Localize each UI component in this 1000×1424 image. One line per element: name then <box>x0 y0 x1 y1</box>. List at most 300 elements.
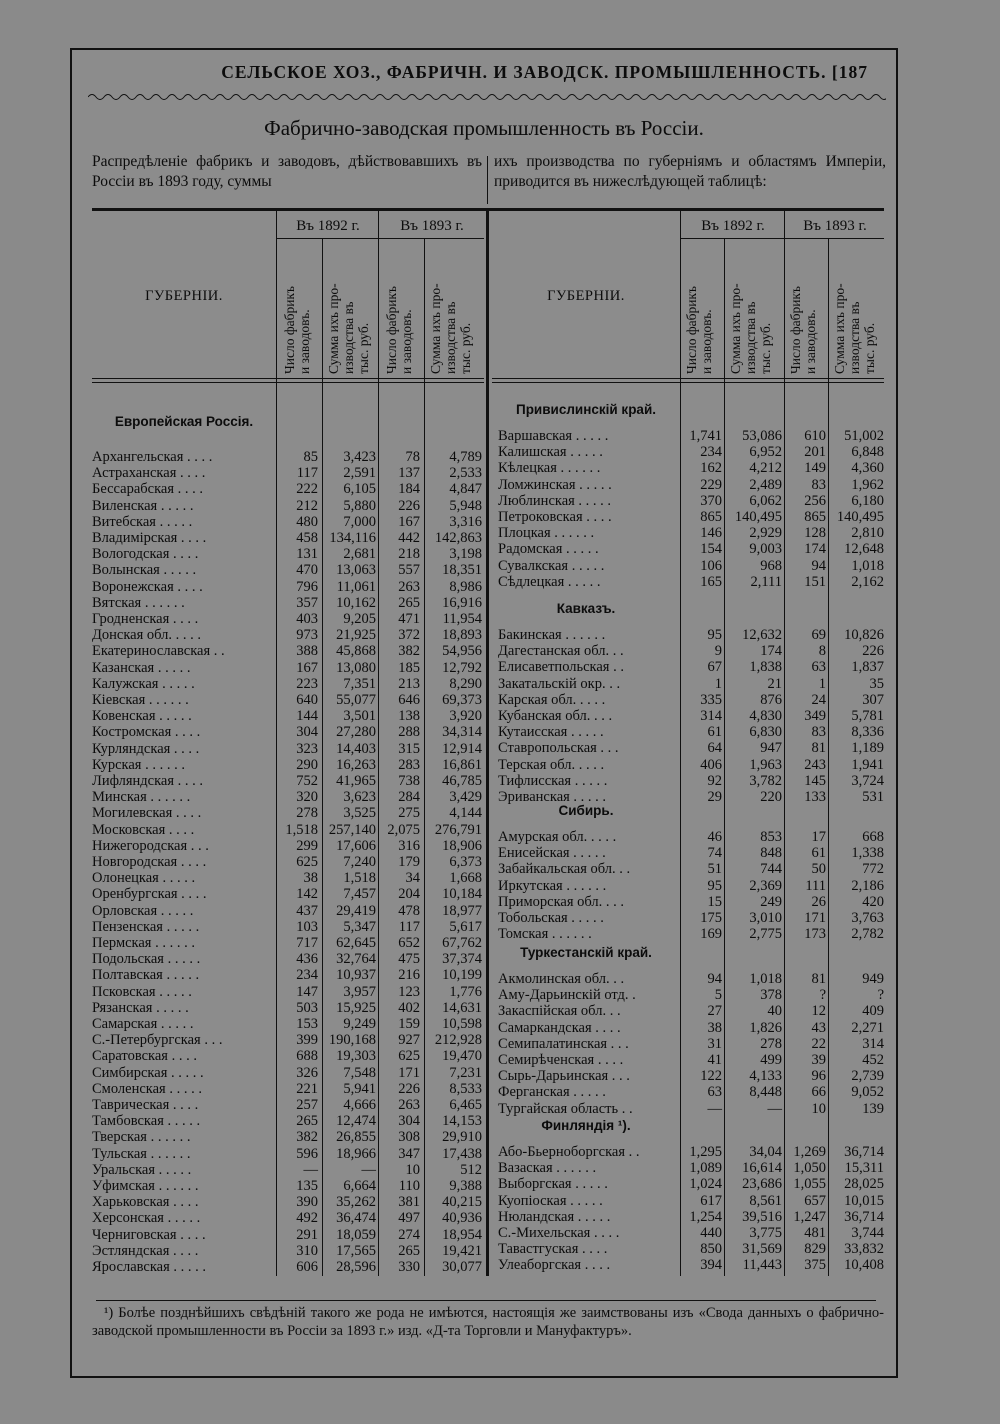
right-gub-header: ГУБЕРНІИ. <box>547 288 625 304</box>
row-value: 1,055 <box>793 1176 826 1193</box>
row-value: 283 <box>398 756 420 773</box>
row-value: 212,928 <box>434 1032 482 1049</box>
row-value: 357 <box>296 594 318 611</box>
row-value: 326 <box>296 1064 318 1081</box>
table-row <box>92 1081 492 1097</box>
row-value: — <box>361 1161 376 1178</box>
row-value: 2,775 <box>749 926 782 943</box>
row-value: 117 <box>296 465 318 482</box>
row-value: 1,050 <box>793 1160 826 1177</box>
row-value: 6,664 <box>343 1178 376 1194</box>
table-row <box>92 498 492 514</box>
row-value: 5 <box>714 987 722 1004</box>
row-value: 218 <box>398 546 420 563</box>
row-value: 876 <box>760 691 782 708</box>
row-value: 275 <box>398 805 420 822</box>
table-row <box>92 1162 492 1178</box>
row-label: Уральская . . . . . <box>92 1161 192 1178</box>
row-label: Приморская обл. . . . <box>498 893 625 910</box>
row-value: 492 <box>296 1210 318 1227</box>
section-heading: Финляндія ¹). <box>541 1118 631 1133</box>
row-value: 436 <box>296 951 318 968</box>
row-label: Черниговская . . . . <box>92 1226 206 1243</box>
row-value: 123 <box>398 983 420 1000</box>
row-value: 372 <box>398 627 420 644</box>
table-row <box>92 838 492 854</box>
row-value: 9,052 <box>851 1084 884 1101</box>
row-value: 41 <box>707 1052 722 1068</box>
table-row <box>92 1000 492 1016</box>
row-value: 5,617 <box>449 918 482 935</box>
row-value: 18,966 <box>336 1145 376 1162</box>
table-row <box>92 789 492 805</box>
row-value: 51,002 <box>844 428 884 444</box>
row-label: Кутаисская . . . . . <box>498 724 604 741</box>
row-value: 6,373 <box>449 854 482 870</box>
row-value: 347 <box>398 1145 420 1162</box>
row-value: 12 <box>811 1003 826 1020</box>
row-value: 12,914 <box>442 740 482 757</box>
row-value: 6,465 <box>449 1097 482 1113</box>
row-label: Псковская . . . . . <box>92 983 192 1000</box>
row-value: 848 <box>760 845 782 862</box>
table-row <box>498 708 898 724</box>
row-label: Выборгская . . . . . <box>498 1176 608 1193</box>
row-value: 12,632 <box>742 627 782 643</box>
row-value: 21 <box>767 675 782 692</box>
section-heading: Европейская Россія. <box>114 414 254 429</box>
row-label: Самаркандская . . . . <box>498 1019 621 1036</box>
row-value: 165 <box>700 573 722 590</box>
table-row <box>498 1003 898 1019</box>
row-value: 222 <box>296 481 318 498</box>
table-row <box>498 1036 898 1052</box>
row-value: 3,623 <box>343 789 376 806</box>
row-label: Костромская . . . . <box>92 724 201 741</box>
row-value: 36,714 <box>844 1144 884 1160</box>
row-value: 27,280 <box>336 724 376 741</box>
row-label: Тавастгуская . . . . <box>498 1241 608 1258</box>
row-value: 3,316 <box>449 513 482 530</box>
row-value: 16,614 <box>742 1160 782 1177</box>
row-value: 1,254 <box>689 1208 722 1225</box>
row-value: 3,775 <box>749 1225 782 1241</box>
row-value: 388 <box>296 643 318 660</box>
row-value: 39,516 <box>742 1208 782 1225</box>
row-value: 16,916 <box>442 594 482 611</box>
row-value: 2,681 <box>343 546 376 563</box>
row-value: ? <box>877 987 884 1004</box>
table-row <box>92 1113 492 1129</box>
row-value: 481 <box>804 1225 826 1241</box>
row-value: 137 <box>398 465 420 482</box>
table-row <box>498 1225 898 1241</box>
row-value: 37,374 <box>442 951 482 968</box>
table-row <box>498 643 898 659</box>
row-value: 35 <box>869 675 884 692</box>
row-value: 147 <box>296 983 318 1000</box>
row-label: С.-Петербургская . . . <box>92 1032 223 1049</box>
row-value: 19,303 <box>336 1048 376 1065</box>
table-row <box>92 627 492 643</box>
table-row <box>498 1020 898 1036</box>
row-value: 394 <box>700 1257 722 1274</box>
row-value: 41,965 <box>336 773 376 789</box>
row-value: 32,764 <box>336 951 376 968</box>
row-value: 657 <box>804 1192 826 1209</box>
left-header-rule-2 <box>92 382 484 383</box>
row-value: 402 <box>398 999 420 1016</box>
row-value: 3,429 <box>449 789 482 806</box>
section-heading: Сибирь. <box>558 803 614 818</box>
row-label: Оренбургская . . . . <box>92 886 207 903</box>
row-value: 38 <box>707 1019 722 1036</box>
row-label: Семирѣченская . . . . <box>498 1052 624 1068</box>
row-value: 3,920 <box>449 708 482 725</box>
row-value: 10,015 <box>844 1192 884 1209</box>
row-value: — <box>767 1100 782 1117</box>
table-row <box>92 676 492 692</box>
row-label: Эриванская . . . . . <box>498 789 607 805</box>
row-value: 174 <box>804 541 826 558</box>
row-value: 153 <box>296 1016 318 1032</box>
row-value: 174 <box>760 643 782 660</box>
row-value: 34,04 <box>749 1144 782 1160</box>
row-value: 8,448 <box>749 1084 782 1101</box>
row-value: 1,018 <box>749 971 782 987</box>
row-value: 94 <box>811 557 826 574</box>
row-value: 6,105 <box>343 481 376 498</box>
row-label: Рязанская . . . . . <box>92 999 189 1016</box>
row-value: 8,986 <box>449 578 482 595</box>
table-row <box>92 903 492 919</box>
row-label: Терская обл. . . . . <box>498 756 605 773</box>
table-row <box>498 541 898 557</box>
table-row <box>92 1097 492 1113</box>
left-year-rule <box>276 238 484 239</box>
row-value: 947 <box>760 740 782 757</box>
row-value: 142 <box>296 886 318 903</box>
table-row <box>498 926 898 942</box>
row-value: — <box>707 1100 722 1117</box>
row-value: 11,061 <box>336 578 376 595</box>
table-row <box>498 1068 898 1084</box>
row-label: Виленская . . . . . <box>92 497 194 514</box>
row-value: 221 <box>296 1080 318 1097</box>
row-value: 5,347 <box>343 918 376 935</box>
row-value: 265 <box>398 594 420 611</box>
row-value: 17,565 <box>336 1242 376 1259</box>
row-label: Самарская . . . . . <box>92 1016 194 1032</box>
row-value: 51 <box>707 861 722 878</box>
table-row <box>92 951 492 967</box>
row-value: 154 <box>700 541 722 558</box>
row-value: 167 <box>398 513 420 530</box>
row-value: 2,271 <box>851 1019 884 1036</box>
row-value: 3,010 <box>749 910 782 926</box>
row-value: 440 <box>700 1225 722 1241</box>
row-value: — <box>303 1161 318 1178</box>
row-label: Варшавская . . . . . <box>498 428 609 444</box>
row-label: Курляндская . . . . <box>92 740 200 757</box>
running-head: СЕЛЬСКОЕ ХОЗ., ФАБРИЧН. И ЗАВОДСК. ПРОМЫШЛЕННОСТЬ. [187 <box>221 62 868 82</box>
row-label: Ставропольская . . . <box>498 740 619 757</box>
right-col-count-1893: Число фабрикъ и заводовъ. <box>788 286 818 374</box>
table-row <box>498 1193 898 1209</box>
row-value: 557 <box>398 562 420 579</box>
row-value: 475 <box>398 951 420 968</box>
row-value: 179 <box>398 854 420 870</box>
row-value: 30,077 <box>442 1259 482 1275</box>
row-value: 95 <box>707 627 722 643</box>
row-value: 478 <box>398 902 420 919</box>
footnote: ¹) Болѣе позднѣйшихъ свѣдѣній такого же рода не имѣются, настоящія же заимствованы изъ «Свода данныхъ о фабрично-заводской промышленности въ Россіи за 1893 г.» изд. «Д-та Торговли и Мануфактуръ». <box>92 1305 884 1339</box>
table-row <box>498 477 898 493</box>
row-label: Вятская . . . . . . <box>92 594 185 611</box>
row-value: 18,351 <box>442 562 482 579</box>
row-value: 234 <box>296 967 318 984</box>
row-value: 167 <box>296 659 318 676</box>
row-value: 46,785 <box>442 773 482 789</box>
row-label: Дагестанская обл. . . <box>498 643 624 660</box>
table-row <box>92 481 492 497</box>
table-row <box>498 910 898 926</box>
table-row <box>498 460 898 476</box>
row-value: 61 <box>707 724 722 741</box>
row-value: 1,338 <box>851 845 884 862</box>
row-value: 212 <box>296 497 318 514</box>
row-value: 330 <box>398 1259 420 1275</box>
row-value: 61 <box>811 845 826 862</box>
row-value: 503 <box>296 999 318 1016</box>
row-value: 668 <box>862 829 884 845</box>
table-row <box>498 894 898 910</box>
row-value: 34 <box>405 870 420 887</box>
intro-text-left: Распредѣленіе фабрикъ и заводовъ, дѣйствовавшихъ въ Россіи въ 1893 году, суммы <box>92 153 482 190</box>
wavy-rule <box>88 91 886 103</box>
row-label: Плоцкая . . . . . . <box>498 525 595 542</box>
row-value: 134,116 <box>329 530 376 546</box>
row-label: Кіевская . . . . . . <box>92 692 189 708</box>
row-value: 14,153 <box>442 1113 482 1130</box>
row-label: Тульская . . . . . . <box>92 1145 191 1162</box>
table-row <box>92 449 492 465</box>
row-label: Ферганская . . . . . <box>498 1084 606 1101</box>
row-value: 249 <box>760 893 782 910</box>
row-label: Петроковская . . . . <box>498 509 612 525</box>
table-row <box>92 870 492 886</box>
table-row <box>498 971 898 987</box>
row-value: 171 <box>398 1064 420 1081</box>
row-value: 625 <box>398 1048 420 1065</box>
row-value: 81 <box>811 740 826 757</box>
table-row <box>498 773 898 789</box>
left-col-count-1893: Число фабрикъ и заводовъ. <box>384 286 414 374</box>
row-label: Саратовская . . . . <box>92 1048 197 1065</box>
row-value: 10,184 <box>442 886 482 903</box>
row-label: Олонецкая . . . . . <box>92 870 196 887</box>
row-value: 85 <box>303 449 318 465</box>
row-value: 6,180 <box>851 492 884 509</box>
table-row <box>92 805 492 821</box>
row-value: 480 <box>296 513 318 530</box>
row-value: 308 <box>398 1129 420 1146</box>
row-value: 382 <box>398 643 420 660</box>
row-value: 145 <box>804 772 826 789</box>
row-value: 2,782 <box>851 926 884 943</box>
row-value: 1,776 <box>449 983 482 1000</box>
row-value: 184 <box>398 481 420 498</box>
row-label: Бакинская . . . . . . <box>498 627 606 643</box>
row-value: 24 <box>811 691 826 708</box>
row-value: 7,000 <box>343 513 376 530</box>
row-label: Куопіоская . . . . . <box>498 1192 603 1209</box>
row-value: 142,863 <box>434 530 482 546</box>
row-value: 40 <box>767 1003 782 1020</box>
row-value: 17 <box>811 829 826 845</box>
row-value: 291 <box>296 1226 318 1243</box>
row-value: ? <box>819 987 826 1004</box>
table-row <box>92 1016 492 1032</box>
table-row <box>92 886 492 902</box>
row-value: 10,408 <box>844 1257 884 1274</box>
row-value: 5,880 <box>343 497 376 514</box>
row-label: Волынская . . . . . <box>92 562 197 579</box>
row-value: 67 <box>707 659 722 676</box>
row-value: 3,957 <box>343 983 376 1000</box>
row-value: 18,906 <box>442 837 482 854</box>
row-value: 6,830 <box>749 724 782 741</box>
row-label: Або-Бьерноборгская . . <box>498 1144 640 1160</box>
row-value: 1,963 <box>749 756 782 773</box>
row-value: 596 <box>296 1145 318 1162</box>
row-value: 175 <box>700 910 722 926</box>
table-row <box>498 987 898 1003</box>
row-value: 17,438 <box>442 1145 482 1162</box>
row-value: 717 <box>296 935 318 951</box>
row-value: 850 <box>700 1241 722 1258</box>
row-label: Тобольская . . . . . <box>498 910 604 926</box>
row-value: 62,645 <box>336 935 376 951</box>
intro-separator <box>487 156 488 204</box>
row-value: 382 <box>296 1129 318 1146</box>
table-row <box>92 1227 492 1243</box>
row-value: 201 <box>804 444 826 461</box>
row-label: Ярославская . . . . . <box>92 1259 207 1275</box>
row-value: 83 <box>811 476 826 493</box>
table-row <box>92 579 492 595</box>
row-value: 23,686 <box>742 1176 782 1193</box>
row-value: 78 <box>405 449 420 465</box>
row-value: 38 <box>303 870 318 887</box>
row-value: 2,739 <box>851 1068 884 1085</box>
row-value: 10 <box>811 1100 826 1117</box>
row-value: 144 <box>296 708 318 725</box>
row-value: 28,596 <box>336 1259 376 1275</box>
row-label: Эстляндская . . . . <box>92 1242 199 1259</box>
row-value: 64 <box>707 740 722 757</box>
left-gub-header: ГУБЕРНІИ. <box>145 288 223 304</box>
row-value: 45,868 <box>336 643 376 660</box>
row-value: 315 <box>398 740 420 757</box>
table-row <box>498 829 898 845</box>
row-label: Лифляндская . . . . <box>92 773 204 789</box>
table-row <box>498 1101 898 1117</box>
row-label: Симбирская . . . . . <box>92 1064 204 1081</box>
table-row <box>92 465 492 481</box>
row-label: Бессарабская . . . . <box>92 481 204 498</box>
table-row <box>92 514 492 530</box>
row-value: 375 <box>804 1257 826 1274</box>
table-row <box>498 574 898 590</box>
row-value: 26,855 <box>336 1129 376 1146</box>
row-label: Тамбовская . . . . . <box>92 1113 201 1130</box>
row-value: 63 <box>811 659 826 676</box>
row-label: Радомская . . . . . <box>498 541 599 558</box>
table-row <box>92 1178 492 1194</box>
row-value: 381 <box>398 1194 420 1211</box>
row-value: 7,240 <box>343 854 376 870</box>
table-row <box>92 1065 492 1081</box>
table-row <box>498 558 898 574</box>
row-value: 4,212 <box>749 460 782 477</box>
table-row <box>498 444 898 460</box>
row-value: 278 <box>760 1035 782 1052</box>
table-row <box>92 741 492 757</box>
table-row <box>92 611 492 627</box>
row-value: 69 <box>811 627 826 643</box>
row-label: Тургайская область . . <box>498 1100 633 1117</box>
row-value: 3,744 <box>851 1225 884 1241</box>
row-value: 531 <box>862 789 884 805</box>
row-value: 12,792 <box>442 659 482 676</box>
row-label: Сѣдлецкая . . . . . <box>498 573 601 590</box>
table-row <box>498 627 898 643</box>
row-value: 122 <box>700 1068 722 1085</box>
row-value: 135 <box>296 1178 318 1194</box>
row-value: 1,741 <box>689 428 722 444</box>
row-label: Нюландская . . . . . <box>498 1208 611 1225</box>
row-value: 610 <box>804 428 826 444</box>
row-value: 4,666 <box>343 1097 376 1113</box>
row-value: 256 <box>804 492 826 509</box>
row-value: 190,168 <box>328 1032 376 1049</box>
row-label: Донская обл. . . . . <box>92 627 202 644</box>
row-label: Сувалкская . . . . . <box>498 557 605 574</box>
row-label: Калужская . . . . . <box>92 675 195 692</box>
row-value: 1,668 <box>449 870 482 887</box>
row-value: 159 <box>398 1016 420 1032</box>
row-value: 6,062 <box>749 492 782 509</box>
row-value: 1,024 <box>689 1176 722 1193</box>
table-row <box>92 724 492 740</box>
page-title: Фабрично-заводская промышленность въ Россіи. <box>264 116 704 140</box>
row-value: 8,533 <box>449 1080 482 1097</box>
row-value: 2,929 <box>749 525 782 542</box>
row-value: 9,205 <box>343 611 376 627</box>
row-value: 3,501 <box>343 708 376 725</box>
row-value: 226 <box>398 1080 420 1097</box>
table-row <box>92 692 492 708</box>
table-row <box>498 861 898 877</box>
row-value: 263 <box>398 1097 420 1113</box>
row-value: 43 <box>811 1019 826 1036</box>
row-value: 497 <box>398 1210 420 1227</box>
row-value: 7,457 <box>343 886 376 903</box>
row-value: 257,140 <box>328 821 376 838</box>
row-value: 299 <box>296 837 318 854</box>
row-value: 278 <box>296 805 318 822</box>
